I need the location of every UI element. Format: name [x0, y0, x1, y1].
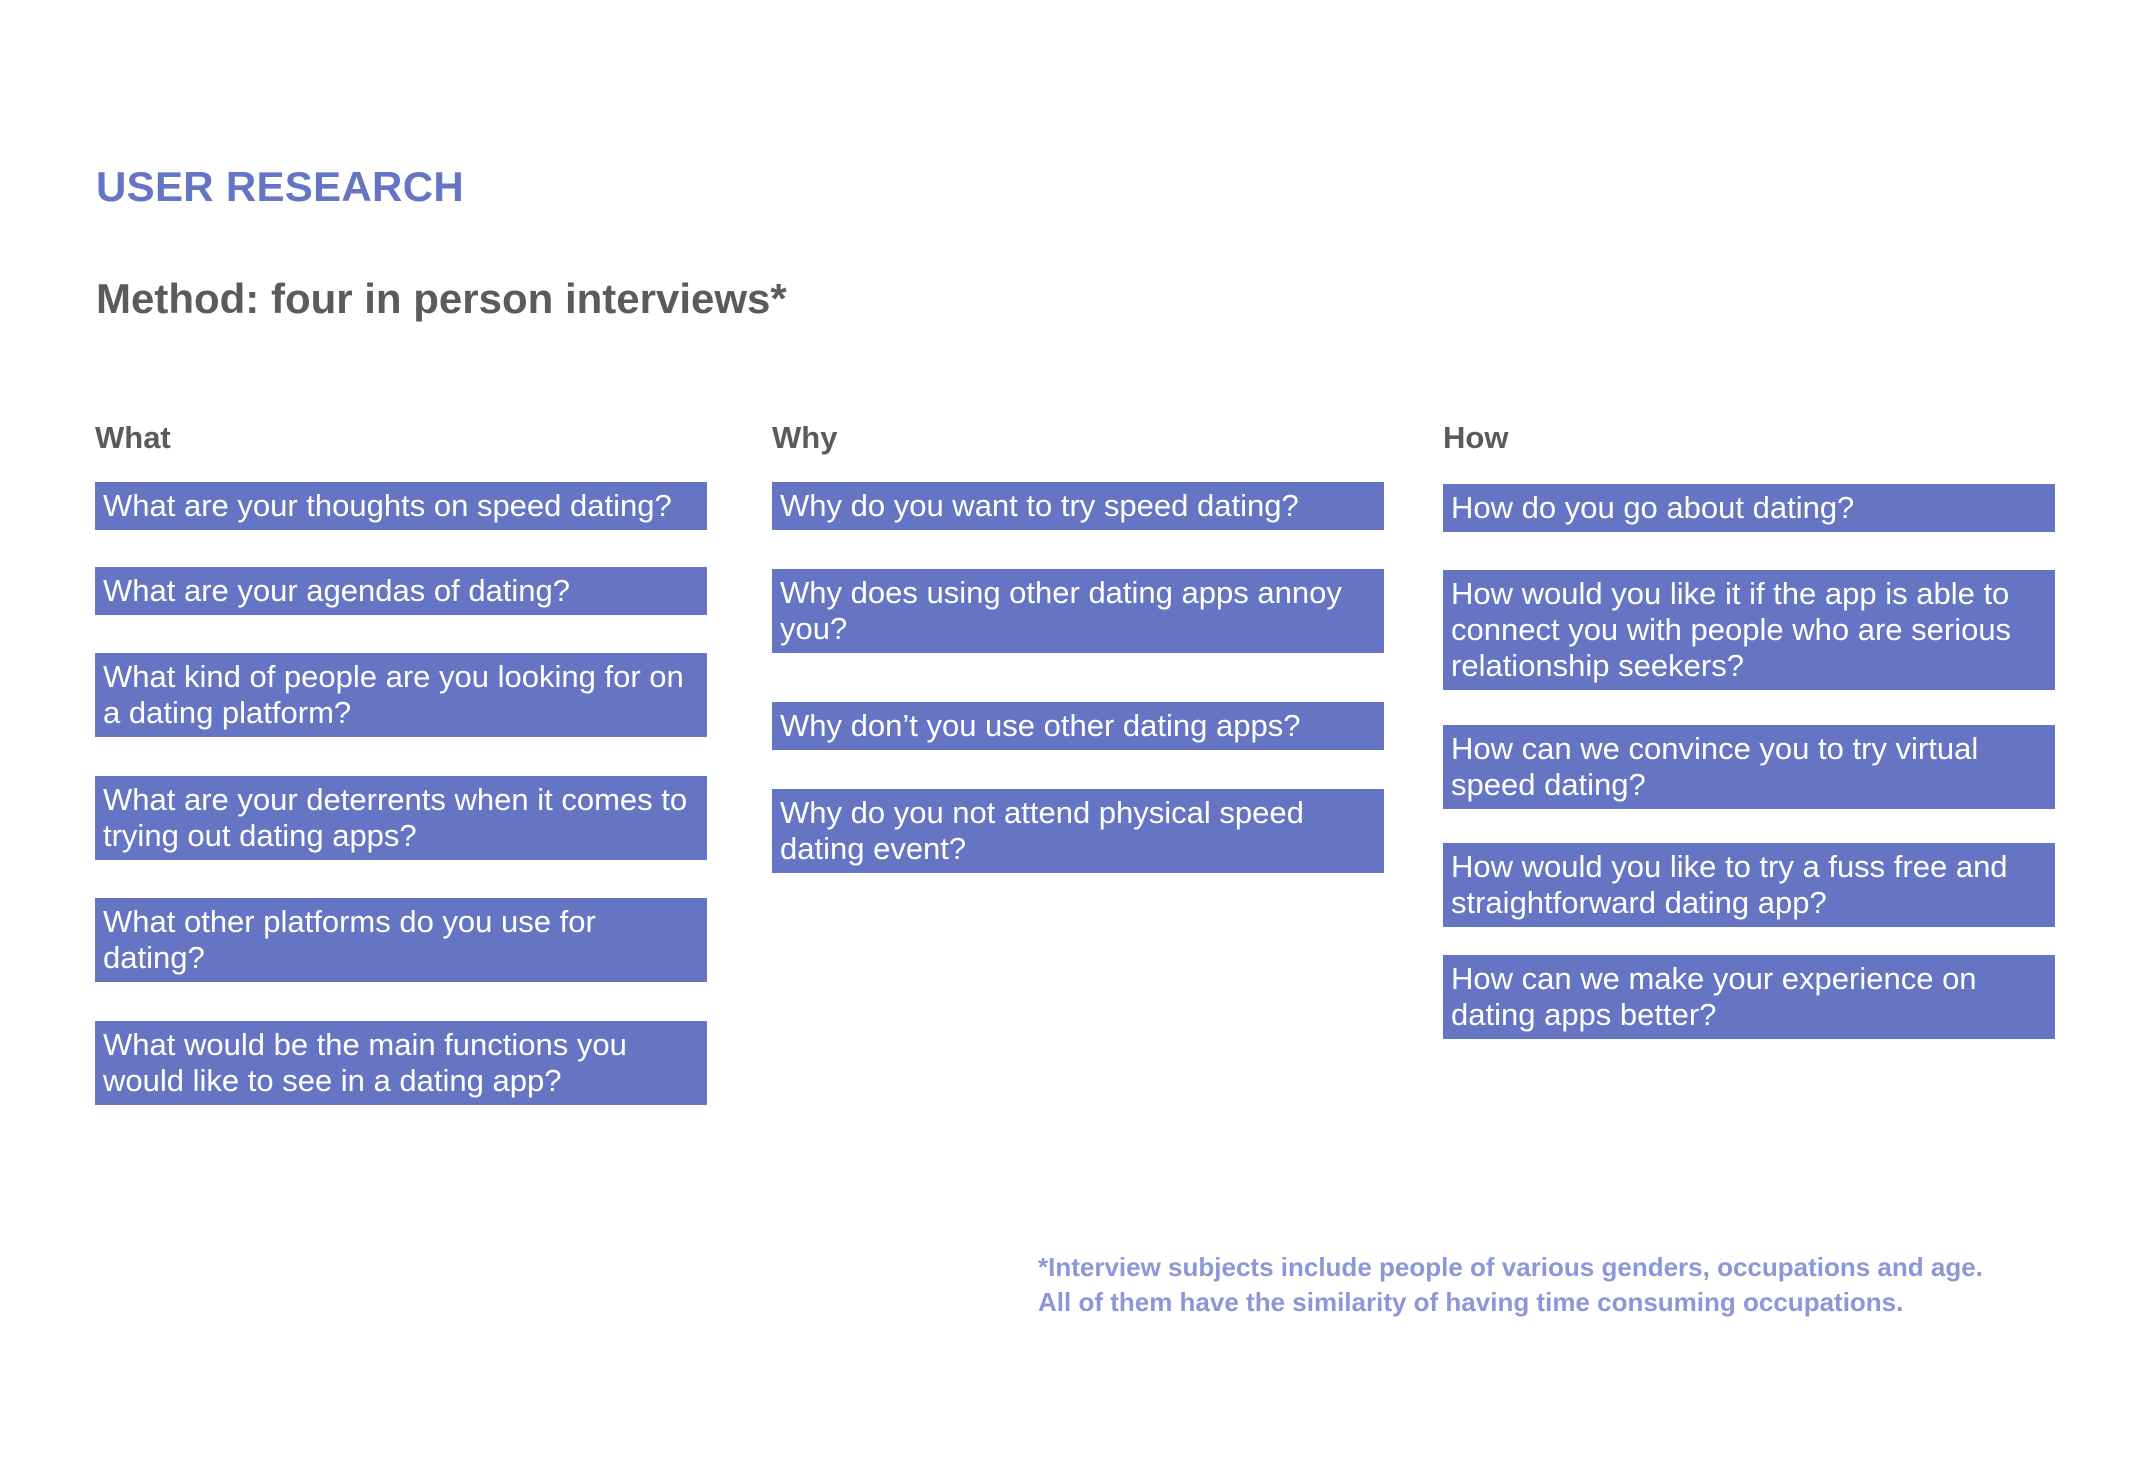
- column-heading-what: What: [95, 420, 171, 455]
- question-box: Why does using other dating apps annoy you?: [772, 569, 1384, 653]
- question-box: Why do you not attend physical speed dating event?: [772, 789, 1384, 873]
- question-box: What would be the main functions you would like to see in a dating app?: [95, 1021, 707, 1105]
- footnote-line-2: All of them have the similarity of having time consuming occupations.: [1038, 1287, 1904, 1317]
- question-box: How can we convince you to try virtual speed dating?: [1443, 725, 2055, 809]
- question-box: How would you like to try a fuss free and straightforward dating app?: [1443, 843, 2055, 927]
- column-heading-how: How: [1443, 420, 1509, 455]
- question-box: How can we make your experience on dating apps better?: [1443, 955, 2055, 1039]
- question-box: Why don’t you use other dating apps?: [772, 702, 1384, 750]
- question-box: What are your agendas of dating?: [95, 567, 707, 615]
- question-box: How do you go about dating?: [1443, 484, 2055, 532]
- column-what: [95, 420, 707, 1098]
- column-how: [1443, 420, 2055, 1032]
- column-why: [772, 420, 1384, 866]
- question-box: Why do you want to try speed dating?: [772, 482, 1384, 530]
- question-box: What are your deterrents when it comes to trying out dating apps?: [95, 776, 707, 860]
- question-box: What kind of people are you looking for on a dating platform?: [95, 653, 707, 737]
- question-box: How would you like it if the app is able to connect you with people who are serious relationship seekers?: [1443, 570, 2055, 690]
- page-title: USER RESEARCH: [96, 163, 464, 210]
- method-subtitle: Method: four in person interviews*: [96, 275, 787, 322]
- question-box: What are your thoughts on speed dating?: [95, 482, 707, 530]
- column-heading-why: Why: [772, 420, 838, 455]
- footnote-line-1: *Interview subjects include people of various genders, occupations and age.: [1038, 1252, 1983, 1282]
- footnote: [1038, 1250, 2058, 1320]
- question-box: What other platforms do you use for dating?: [95, 898, 707, 982]
